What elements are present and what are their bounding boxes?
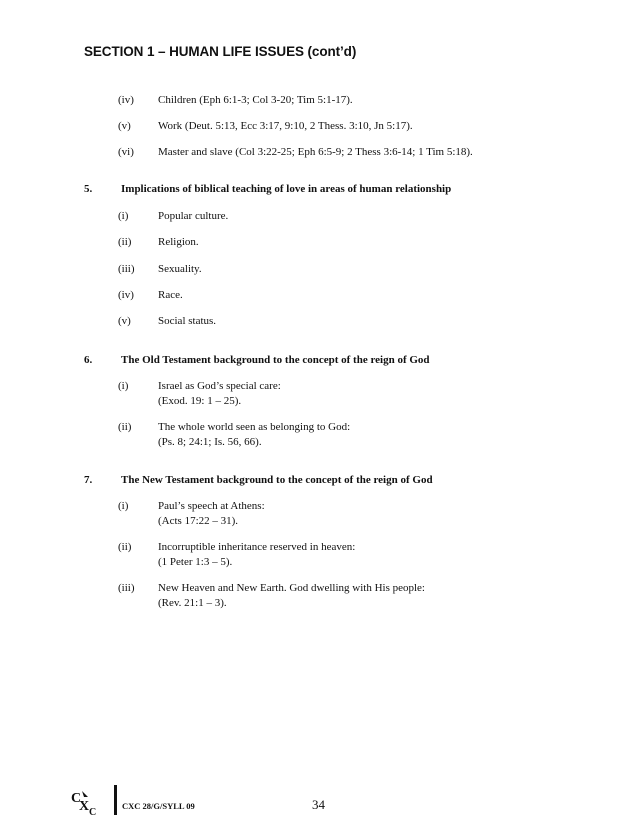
- section-title: SECTION 1 – HUMAN LIFE ISSUES (cont’d): [84, 44, 357, 59]
- item-text: Children (Eph 6:1-3; Col 3-20; Tim 5:1-17).: [158, 94, 353, 106]
- item-ref: (Exod. 19: 1 – 25).: [158, 395, 242, 407]
- item-number: (i): [118, 500, 129, 512]
- item-ref: (Acts 17:22 – 31).: [158, 515, 239, 527]
- item-text: Work (Deut. 5:13, Ecc 3:17, 9:10, 2 Thess. 3:10, Jn 5:17).: [158, 120, 413, 132]
- page-number: 34: [312, 797, 325, 812]
- topic-title: The New Testament background to the concept of the reign of God: [121, 474, 433, 486]
- item-text: The whole world seen as belonging to God:: [158, 421, 351, 433]
- topic-number: 5.: [84, 183, 93, 195]
- item-text: Religion.: [158, 236, 199, 248]
- footer-divider: [114, 785, 117, 815]
- item-text: Social status.: [158, 315, 217, 327]
- svg-text:C: C: [89, 807, 97, 816]
- item-text: Master and slave (Col 3:22-25; Eph 6:5-9; 2 Thess 3:6-14; 1 Tim 5:18).: [158, 146, 473, 158]
- svg-text:C: C: [71, 791, 82, 806]
- item-number: (v): [118, 120, 131, 132]
- cxc-logo: [70, 788, 106, 816]
- topic-number: 6.: [84, 354, 93, 366]
- item-number: (ii): [118, 541, 132, 553]
- item-text: New Heaven and New Earth. God dwelling with His people:: [158, 582, 425, 594]
- item-number: (ii): [118, 236, 132, 248]
- svg-text:X: X: [79, 799, 90, 814]
- item-text: Sexuality.: [158, 263, 202, 275]
- item-number: (iii): [118, 582, 135, 594]
- item-ref: (Rev. 21:1 – 3).: [158, 597, 227, 609]
- topic-title: The Old Testament background to the concept of the reign of God: [121, 354, 430, 366]
- item-number: (v): [118, 315, 131, 327]
- item-number: (ii): [118, 421, 132, 433]
- item-text: Paul’s speech at Athens:: [158, 500, 265, 512]
- item-number: (i): [118, 210, 129, 222]
- item-number: (iv): [118, 94, 134, 106]
- item-text: Israel as God’s special care:: [158, 380, 281, 392]
- item-number: (iii): [118, 263, 135, 275]
- item-number: (iv): [118, 289, 134, 301]
- syllabus-code: CXC 28/G/SYLL 09: [122, 801, 195, 811]
- topic-number: 7.: [84, 474, 93, 486]
- item-ref: (1 Peter 1:3 – 5).: [158, 556, 233, 568]
- item-text: Popular culture.: [158, 210, 229, 222]
- item-number: (i): [118, 380, 129, 392]
- topic-title: Implications of biblical teaching of love in areas of human relationship: [121, 183, 452, 195]
- item-ref: (Ps. 8; 24:1; Is. 56, 66).: [158, 436, 262, 448]
- item-text: Race.: [158, 289, 183, 301]
- item-text: Incorruptible inheritance reserved in heaven:: [158, 541, 356, 553]
- item-number: (vi): [118, 146, 134, 158]
